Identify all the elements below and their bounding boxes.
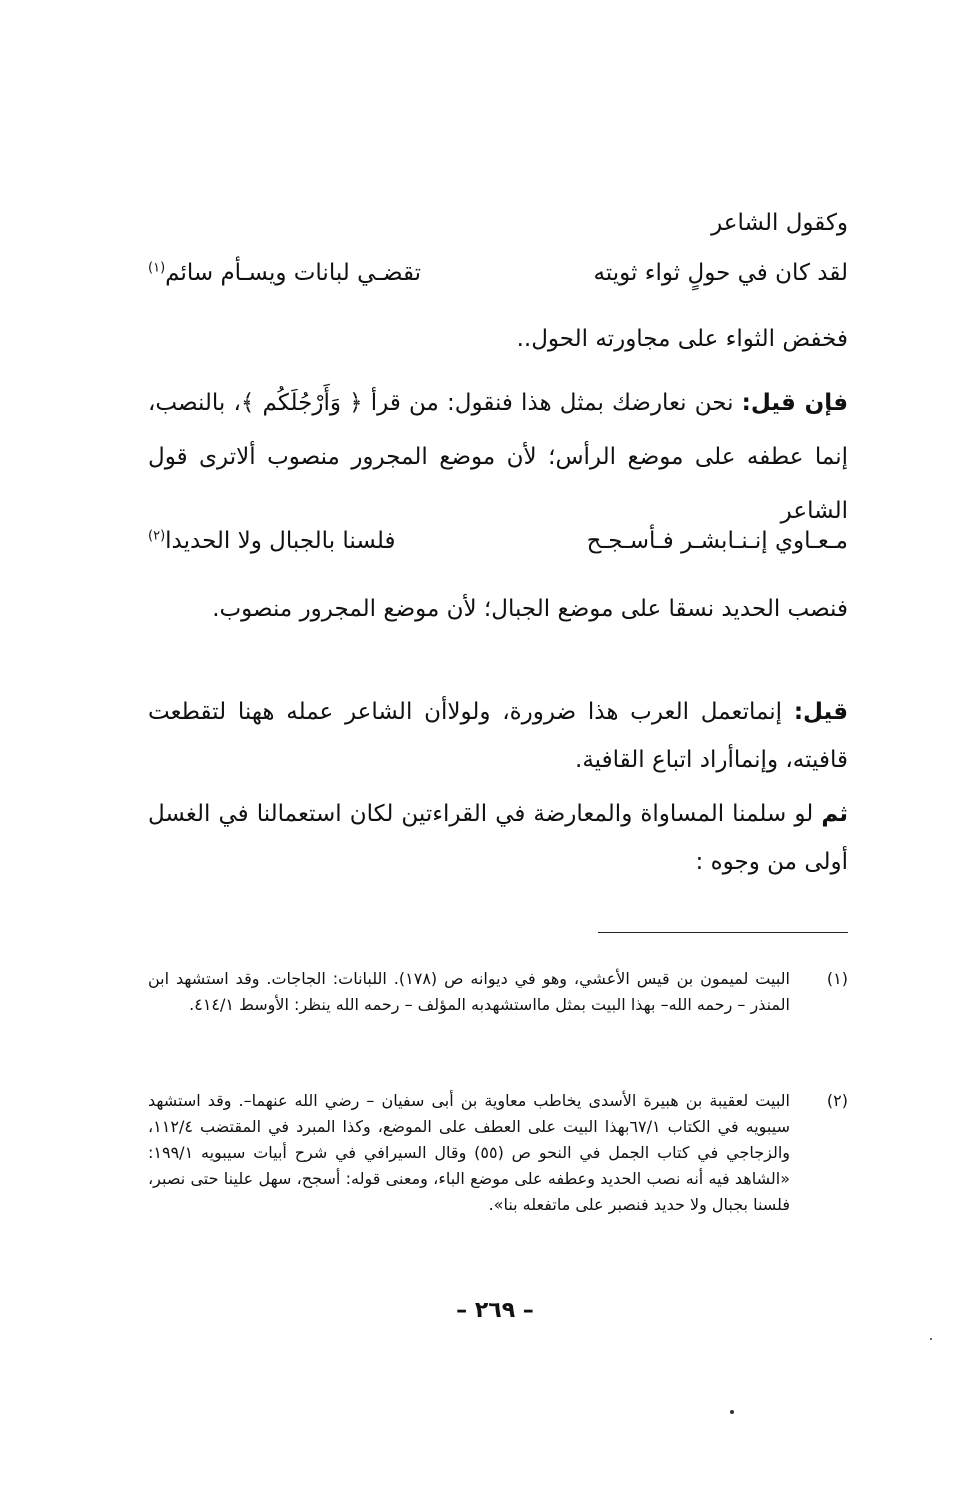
intro-line	[148, 206, 848, 240]
verse-1-second-hemistich	[148, 256, 421, 290]
paragraph-4-text: إنماتعمل العرب هذا ضرورة، ولولاأن الشاعر عمله ههنا لتقطعت قافيته، وإنماأراد اتباع القافية.	[148, 699, 848, 773]
paragraph-2-text: نحن نعارضك بمثل هذا فنقول: من قرأ ﴿ وَأَرْجُلَكُم ﴾، بالنصب، إنما عطفه على موضع الرأس؛ لأن موضع المجرور منصوب ألاترى قول الشاعر	[148, 390, 848, 524]
verse-1	[148, 256, 848, 290]
page-number: – ٢٦٩ –	[456, 1298, 534, 1323]
footnote-2	[148, 1088, 848, 1218]
footnote-1	[148, 966, 848, 1018]
footnote-ref-1[interactable]: (١)	[148, 260, 166, 276]
footnote-2-number: (٢)	[826, 1091, 848, 1110]
verse-2-first-hemistich: مـعـاوي إنـنـابشـر فـأسـجـح	[586, 528, 848, 554]
paragraph-3	[148, 584, 848, 634]
verse-2	[148, 524, 848, 558]
paragraph-1-text: فخفض الثواء على مجاورته الحول..	[516, 326, 848, 352]
footnote-2-text: البيت لعقيبة بن هبيرة الأسدى يخاطب معاوية بن أبى سفيان – رضي الله عنهما–. وقد استشهد سيبويه في الكتاب ٦٧/١بهذا البيت على العطف على الموضع، وكذا المبرد في المقتضب ١١٢/٤، والزجاجي في كتاب الجمل في النحو ص (٥٥) وقال السيرافي في شرح أبيات سيبويه ١٩٩/١: «الشاهد فيه أنه نصب الحديد وعطفه على موضع الباء، ومعنى قوله: أسجح، سهل علينا حتى نصبر، فلسنا بجبال ولا حديد فنصبر على ماتفعله بنا».	[148, 1091, 790, 1214]
paragraph-3-text: فنصب الحديد نسقا على موضع الجبال؛ لأن موضع المجرور منصوب.	[212, 596, 848, 622]
verse-1-second-hemistich-text: تقضـي لبانات ويسـأم سائم	[165, 260, 421, 286]
paragraph-2	[148, 376, 848, 538]
verse-2-second-hemistich	[148, 524, 395, 558]
verse-1-first-hemistich: لقد كان في حولٍ ثواء ثويته	[593, 260, 848, 286]
scan-speck	[930, 1338, 932, 1340]
scan-speck	[730, 1410, 734, 1414]
footnote-1-number: (١)	[826, 969, 848, 988]
paragraph-5-text: لو سلمنا المساواة والمعارضة في القراءتين لكان استعمالنا في الغسل أولى من وجوه :	[148, 801, 848, 875]
paragraph-2-body	[148, 376, 848, 538]
paragraph-4-lead: قيل:	[793, 699, 849, 725]
intro-text: وكقول الشاعر	[711, 210, 848, 236]
footnote-ref-2[interactable]: (٢)	[148, 528, 166, 544]
paragraph-4-body	[148, 688, 848, 784]
paragraph-5-lead: ثم	[821, 801, 848, 827]
footnote-1-text: البيت لميمون بن قيس الأعشي، وهو في ديوانه ص (١٧٨). اللبانات: الجاجات. وقد استشهد ابن المنذر – رحمه الله– بهذا البيت بمثل مااستشهدبه المؤلف – رحمه الله ينظر: الأوسط ٤١٤/١.	[148, 969, 790, 1014]
paragraph-1	[148, 322, 848, 356]
paragraph-2-lead: فإن قيل:	[741, 390, 848, 416]
verse-2-second-hemistich-text: فلسنا بالجبال ولا الحديدا	[165, 528, 396, 554]
paragraph-4	[148, 688, 848, 784]
footnote-separator	[598, 932, 848, 933]
paragraph-5-body	[148, 790, 848, 886]
paragraph-5	[148, 790, 848, 886]
